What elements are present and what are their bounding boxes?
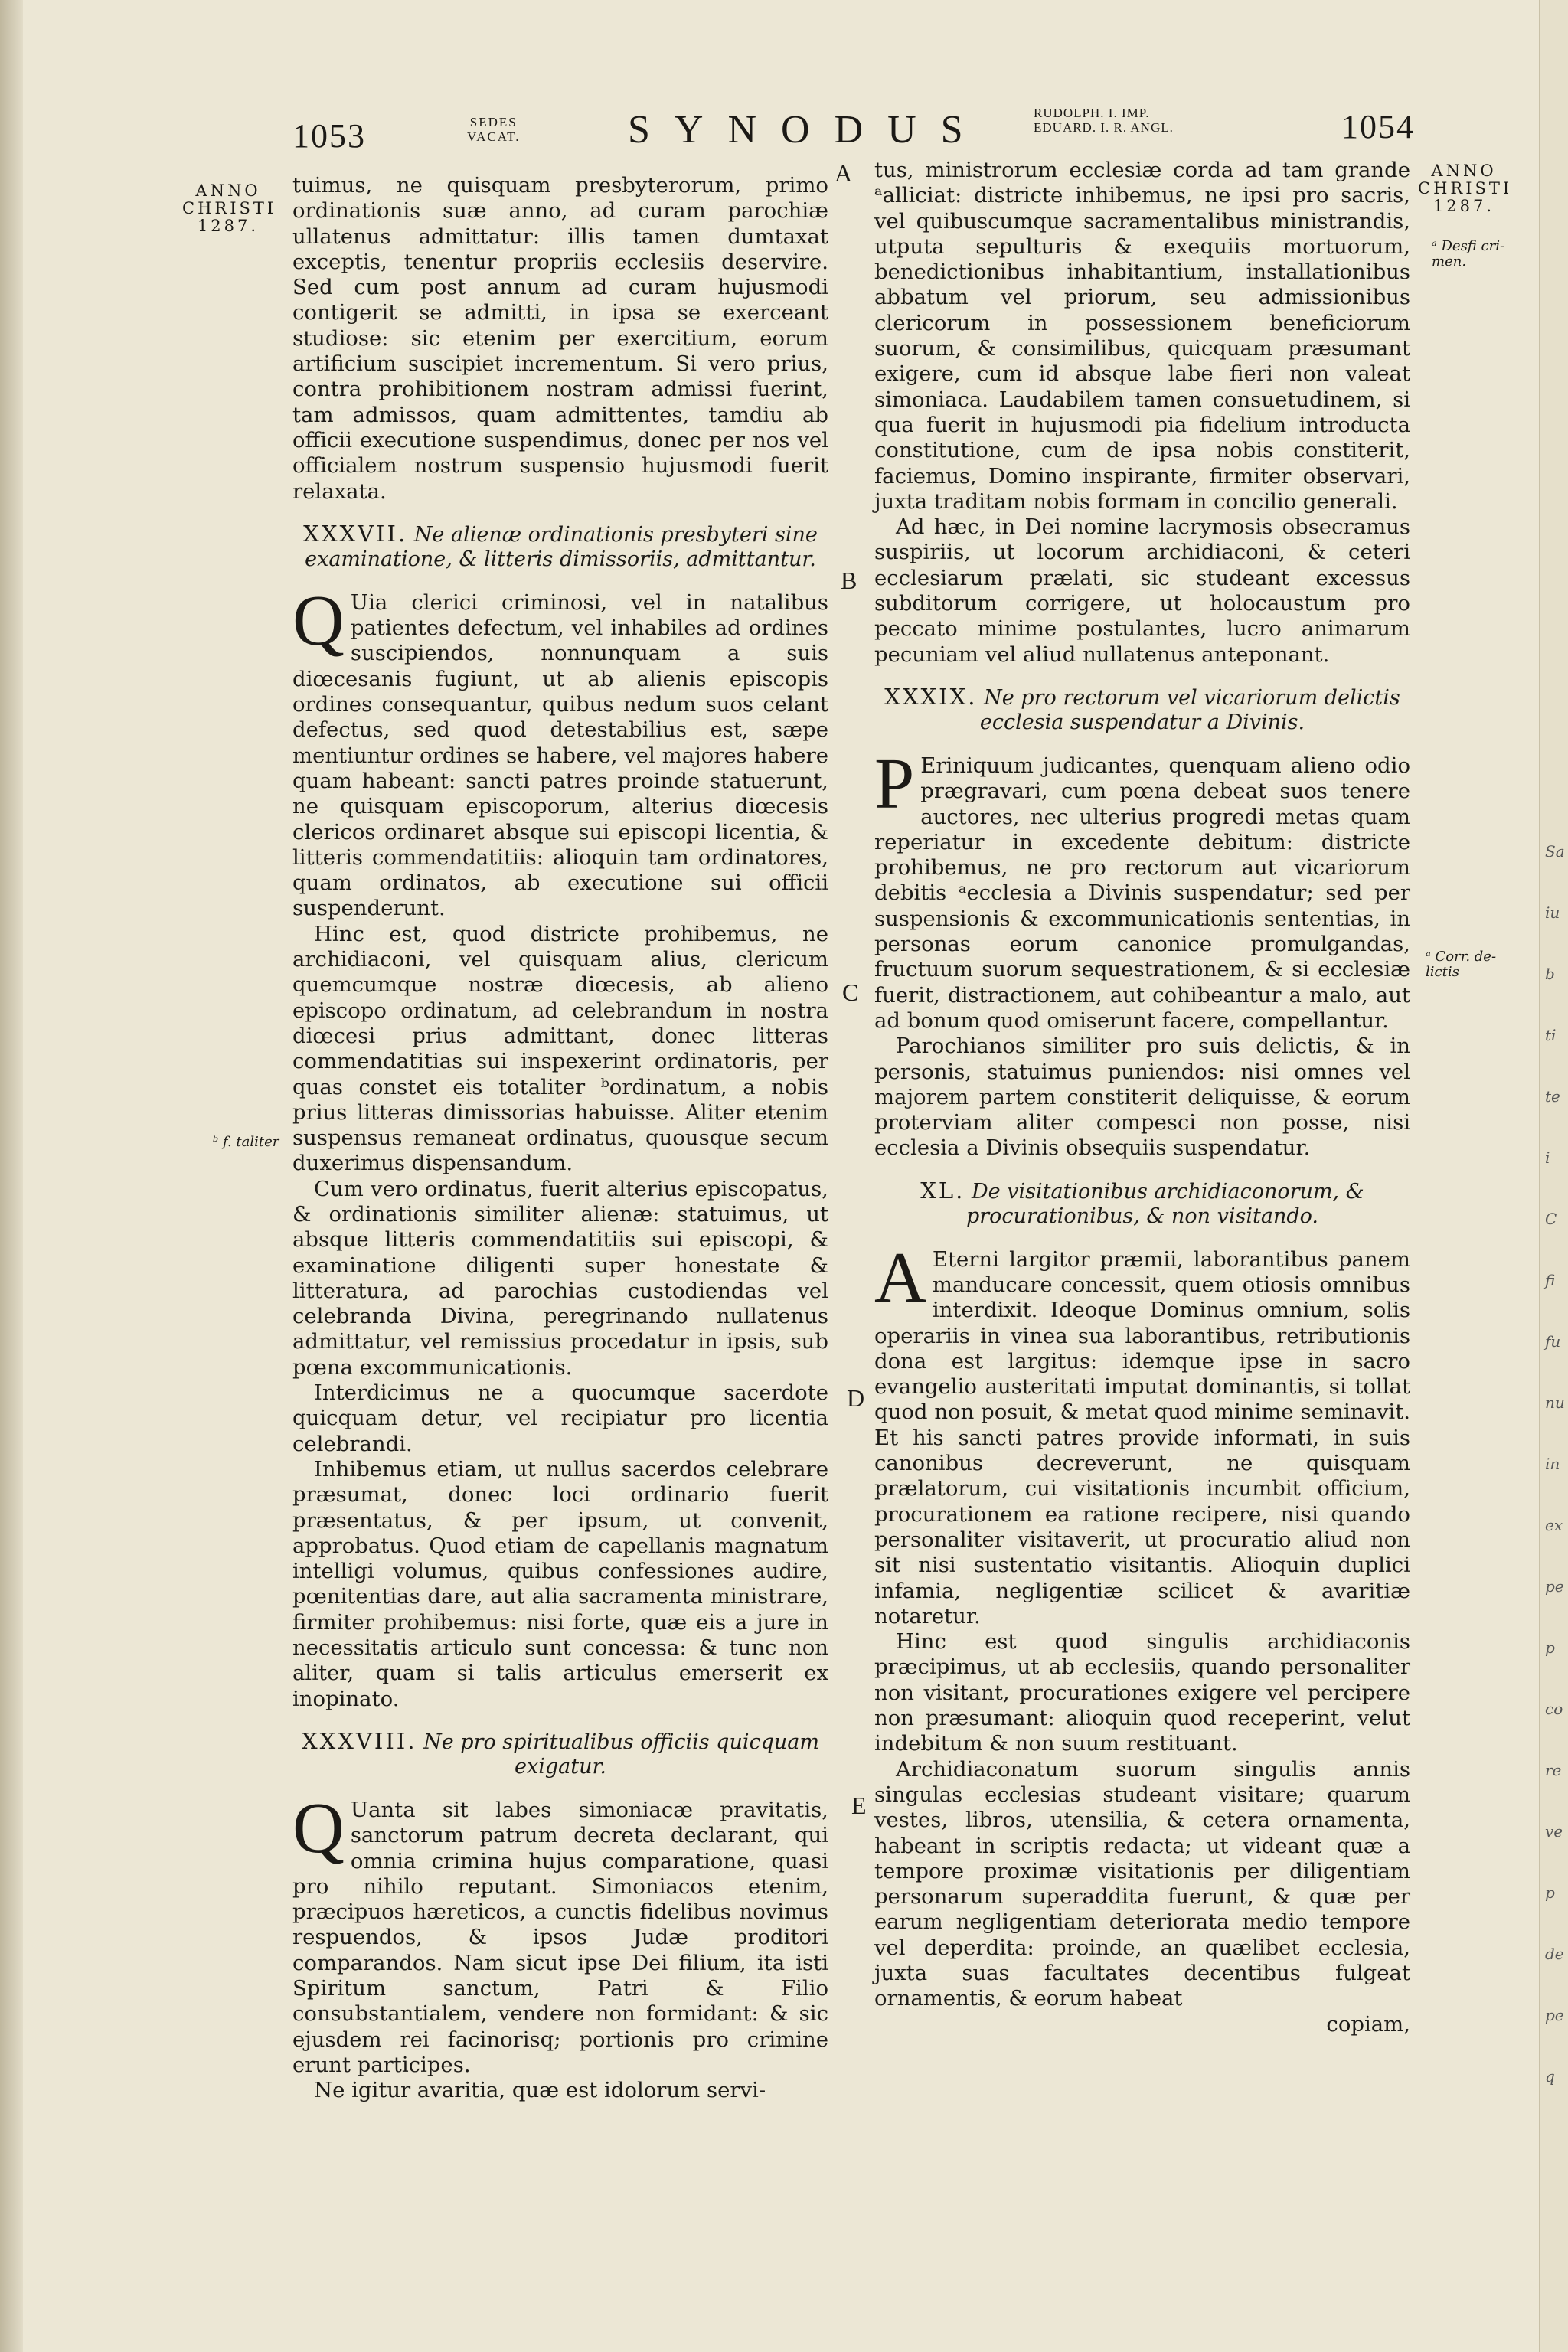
section-number-38: XXXVIII. — [302, 1727, 417, 1754]
section-heading-37 — [292, 521, 828, 572]
right-margin-note-2: ᵃ Corr. de- lictis — [1426, 949, 1497, 980]
paragraph-38-2: Ne igitur avaritia, quæ est idolorum servi- — [314, 2078, 766, 2103]
section-title-40: De visitationibus archidiaconorum, & procurationibus, & non visitando. — [965, 1179, 1364, 1228]
drop-cap-40: A — [874, 1237, 926, 1318]
left-margin-note: ᵇ f. taliter — [213, 1134, 279, 1150]
adjacent-page-fragment: fu — [1545, 1332, 1561, 1351]
section-letter-e: E — [851, 1792, 867, 1819]
section-letter-d: D — [847, 1384, 865, 1412]
right-paragraph-2: Ad hæc, in Dei nomine lacrymosis obsecramus suspiriis, ut locorum archidiaconi, & ceteri ecclesiarum prælati, sic studeant excessus subditorum corrigere, ut holocaustum pro peccato minime postulantes, lucro animarum pecuniam vel aliud nullatenus anteponant. — [874, 514, 1410, 667]
right-page-number: 1054 — [1341, 108, 1415, 145]
section-heading-40 — [874, 1178, 1410, 1229]
section-title-38: Ne pro spiritualibus officiis quicquam exigatur. — [423, 1730, 819, 1779]
drop-cap-39: P — [874, 743, 915, 824]
section-heading-38 — [292, 1729, 828, 1779]
drop-cap-37: Q — [292, 580, 345, 661]
paragraph-37-3: Cum vero ordinatus, fuerit alterius episcopatus, & ordinationis similiter alienæ: statuimus, ut absque litteris commendatitiis sui episcopi, & examinatione diligenti super honestate & litteratura, ad parochias custodiendas vel celebranda Divina, peregrinando nullatenus admittatur, vel remissius procedatur in ipsis, sub pœna excommunicationis. — [292, 1176, 828, 1380]
adjacent-page-fragment: re — [1545, 1761, 1562, 1779]
section-letter-c: C — [842, 978, 859, 1006]
adjacent-page-fragment: fi — [1545, 1271, 1556, 1289]
right-running-header: RUDOLPH. I. IMP. EDUARD. I. R. ANGL. — [1034, 106, 1174, 135]
adjacent-page-fragment: Sa — [1545, 842, 1565, 861]
left-page-number: 1053 — [292, 117, 366, 155]
paragraph-39-1: P Eriniquum judicantes, quenquam alieno odio prægravari, cum pœna debeat suos tenere auctores, nec ulterius progredi metas quam reperiatur in excedente debitum: districte prohibemus, ne pro rectorum aut vicariorum debitis ᵃecclesia a Divinis suspendatur; sed per suspensionis & excommunicationis sententias, in personas eorum canonice promulgandas, fructuum suorum sequestrationem, & si ecclesiæ fuerit, distractionem, aut cohibeantur a malo, aut ad bonum quod omiserunt facere, compellantur. — [874, 743, 1410, 1033]
right-margin-note-1: ᵃ Desfi cri- men. — [1432, 238, 1505, 270]
adjacent-page-fragment: b — [1545, 965, 1555, 983]
adjacent-page-edge — [1539, 0, 1568, 2352]
section-title-39: Ne pro rectorum vel vicariorum delictis ecclesia suspendatur a Divinis. — [979, 685, 1400, 734]
section-letter-a: A — [835, 159, 853, 187]
catchword: copiam, — [1326, 2011, 1410, 2037]
left-margin-anno: ANNO CHRISTI 1287. — [182, 181, 277, 235]
adjacent-page-fragment: q — [1545, 2067, 1555, 2086]
left-text-column — [292, 173, 828, 2103]
left-running-header: SEDES VACAT. — [467, 115, 521, 144]
left-opening-paragraph: tuimus, ne quisquam presbyterorum, primo ordinationis suæ anno, ad curam parochiæ ullatenus admittatur: illis tamen dumtaxat exceptis, tenentur propriis ecclesiis deservire. Sed cum post annum ad curam hujusmodi contigerit se admitti, in ipsa se exerceant studiose: sic etenim per exercitium, eorum artificium suscipiet incrementum. Si vero prius, contra prohibitionem nostram admissi fuerint, tam admissos, quam admittentes, tamdiu ab officii executione suspendimus, donec per nos vel officialem nostrum suspensio hujusmodi fuerit relaxata. — [292, 173, 828, 504]
adjacent-page-fragment: in — [1545, 1455, 1560, 1473]
adjacent-page-fragment: C — [1545, 1210, 1557, 1228]
adjacent-page-fragment: p — [1545, 1883, 1555, 1902]
paragraph-38-1: Q Uanta sit labes simoniacæ pravitatis, sanctorum patrum decreta declarant, qui omnia crimina hujus comparatione, quasi pro nihilo reputant. Simoniacos etenim, præcipuos hæreticos, a cunctis fidelibus novimus respuendos, & ipsos Judæ proditori comparandos. Nam sicut ipse Dei filium, ita isti Spiritum sanctum, Patri & Filio consubstantialem, vendere non formidant: & sic ejusdem rei facinorisq; portionis pro crimine erunt participes. — [292, 1788, 828, 2077]
right-opening-paragraph: tus, ministrorum ecclesiæ corda ad tam grande ᵃalliciat: districte inhibemus, ne ipsi pro sacris, vel quibuscumque sacramentalibus ministrandis, utputa sepulturis & exequiis mortuorum, benedictionibus inhabitantium, installationibus abbatum vel priorum, seu admissionibus clericorum in possessionem beneficiorum suorum, & consimilibus, quicquam præsumant exigere, cum id absque labe fieri non valeat simoniaca. Laudabilem tamen consuetudinem, si qua fuerit in hujusmodi pia fidelium introducta constitutione, cum de ipsa nobis constiterit, faciemus, Domino inspirante, firmiter observari, juxta traditam nobis formam in concilio generali. — [874, 158, 1410, 514]
paragraph-40-1: A Eterni largitor præmii, laborantibus panem manducare concessit, quem otiosis omnibus interdixit. Ideoque Dominus omnium, solis operariis in vinea sua laborantibus, retributionis dona est largitus: idemque ipse in sacro evangelio austeritati imputat dominantis, si tollat quod non posuit, & metat quod minime seminavit. Et his sancti patres provide informati, in suis canonibus decreverunt, ne quisquam prælatorum, cui visitationis incumbit officium, procurationem ea ratione recipere, nisi quando personaliter visitaverit, ut procuratio aliud non sit nisi sustentatio visitantis. Alioquin duplici infamia, negligentiæ scilicet & avaritiæ notaretur. — [874, 1237, 1410, 1628]
section-number-39: XXXIX. — [884, 683, 978, 710]
drop-cap-38: Q — [292, 1788, 345, 1868]
paragraph-40-2: Hinc est quod singulis archidiaconis præcipimus, ut ab ecclesiis, quando personaliter non visitant, procurationes exigere vel percipere non præsumant: alioquin quod receperint, velut indebitum & non suum restituant. — [874, 1629, 1410, 1756]
adjacent-page-fragment: ex — [1545, 1516, 1563, 1534]
adjacent-page-fragment: pe — [1545, 1577, 1564, 1596]
adjacent-page-fragment: ti — [1545, 1026, 1557, 1044]
adjacent-page-fragment: i — [1545, 1148, 1550, 1167]
page-title: SYNODUS — [628, 108, 988, 152]
adjacent-page-fragment: iu — [1545, 903, 1560, 922]
right-text-column — [874, 158, 1410, 2037]
adjacent-page-fragment: nu — [1545, 1393, 1565, 1412]
paragraph-37-1: Q Uia clerici criminosi, vel in natalibus patientes defectum, vel inhabiles ad ordines suscipiendos, nonnunquam a suis diœcesanis fugiunt, ut ab alienis episcopis ordines consequantur, quibus nedum suos celant defectus, sed quod detestabilius est, sæpe mentiuntur ordines se habere, vel majores habere quam habeant: sancti patres proinde statuerunt, ne quisquam episcoporum, alterius diœcesis clericos ordinaret absque sui episcopi licentia, & litteris commendatitiis: alioquin tam ordinatores, quam ordinatos, ab executione sui officii suspenderunt. — [292, 580, 828, 921]
paragraph-40-3: Archidiaconatum suorum singulis annis singulas ecclesias studeant visitare; quarum vestes, libros, utensilia, & cetera ornamenta, habeant in scriptis redacta; ut videant quæ a tempore proximæ visitationis per diligentiam personarum superaddita fuerunt, & quæ per earum negligentiam deteriorata medio tempore vel deperdita: proinde, an quælibet ecclesia, juxta suas facultates decentibus fulgeat ornamentis, & eorum habeat — [874, 1756, 1410, 2011]
section-heading-39 — [874, 684, 1410, 735]
book-spine-shadow — [0, 0, 23, 2352]
paragraph-39-2: Parochianos similiter pro suis delictis, & in personis, statuimus puniendos: nisi omnes vel majorem partem constiterit deliquisse, & eorum proterviam aliter compesci non posse, nisi ecclesia a Divinis obsequiis suspendatur. — [874, 1034, 1410, 1161]
section-number-40: XL. — [920, 1177, 965, 1204]
section-title-37: Ne alienæ ordinationis presbyteri sine examinatione, & litteris dimissoriis, admittantur. — [305, 522, 818, 571]
adjacent-page-fragment: p — [1545, 1638, 1555, 1657]
adjacent-page-fragment: pe — [1545, 2006, 1564, 2024]
paragraph-37-5: Inhibemus etiam, ut nullus sacerdos celebrare præsumat, donec loci ordinario fuerit præsentatus, & per ipsum, ut convenit, approbatus. Quod etiam de capellanis magnatum intelligi volumus, quibus confessiones audire, pœnitentias dare, aut alia sacramenta ministrare, firmiter prohibemus: nisi forte, quæ eis a jure in necessitatis articulo sunt concessa: & tunc non aliter, quam si talis articulus emerserit ex inopinato. — [292, 1456, 828, 1711]
paragraph-37-2: Hinc est, quod districte prohibemus, ne archidiaconi, vel quisquam alius, clericum quemcumque nostræ diœcesis, ab alieno episcopo ordinatum, ad celebrandum in nostra diœcesi prius admittant, donec litteras commendatitias sui inspexerint ordinatoris, per quas constet eis totaliter ᵇordinatum, a nobis prius litteras dimissorias habuisse. Aliter etenim suspensus remaneat ordinatus, quousque secum duxerimus dispensandum. — [292, 921, 828, 1176]
right-margin-anno: ANNO CHRISTI 1287. — [1418, 162, 1513, 215]
section-number-37: XXXVII. — [303, 520, 408, 547]
adjacent-page-fragment: de — [1545, 1945, 1564, 1963]
section-letter-b: B — [841, 567, 858, 594]
adjacent-page-fragment: co — [1545, 1700, 1563, 1718]
paragraph-37-4: Interdicimus ne a quocumque sacerdote quicquam detur, vel recipiatur pro licentia celebrandi. — [292, 1380, 828, 1456]
adjacent-page-fragment: ve — [1545, 1822, 1563, 1841]
adjacent-page-fragment: te — [1545, 1087, 1560, 1106]
